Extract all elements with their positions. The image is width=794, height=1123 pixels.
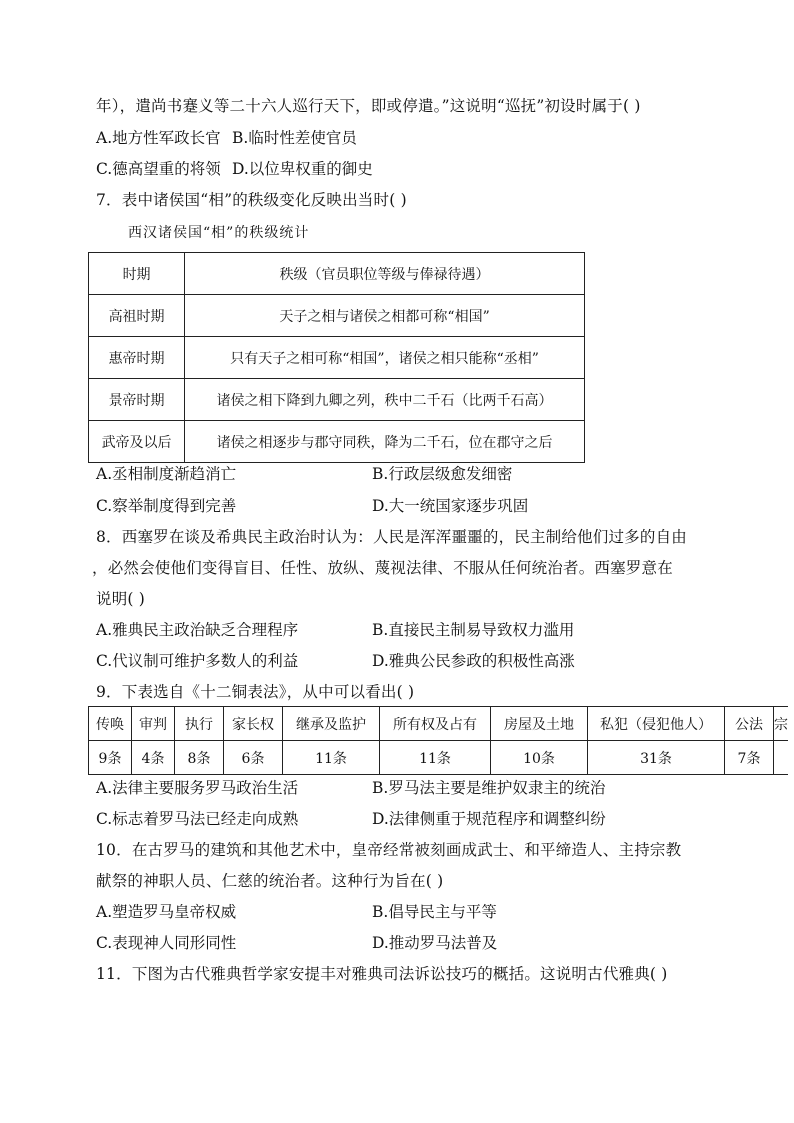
q7-option-d: D.大一统国家逐步巩固 <box>372 497 529 515</box>
table-row <box>89 741 789 775</box>
table-cell: 6条 <box>224 741 283 775</box>
q7-stem: 7．表中诸侯国“相”的秩级变化反映出当时( ) <box>96 191 407 209</box>
table-cell: 7条 <box>725 741 774 775</box>
table-cell: 高祖时期 <box>89 295 185 337</box>
table-header-cell: 房屋及土地 <box>491 707 588 741</box>
table-header-cell: 公法 <box>725 707 774 741</box>
table-cell: 8条 <box>175 741 224 775</box>
q7-table-caption: 西汉诸侯国“相”的秩级统计 <box>128 225 310 241</box>
q8-option-d: D.雅典公民参政的积极性高涨 <box>372 652 575 670</box>
q6-option-c: C.德高望重的将领 <box>96 160 221 178</box>
q9-stem: 9．下表选自《十二铜表法》，从中可以看出( ) <box>96 683 415 701</box>
table-cell: 9条 <box>89 741 132 775</box>
q8-option-a: A.雅典民主政治缺乏合理程序 <box>96 621 299 639</box>
q9-option-d: D.法律侧重于规范程序和调整纠纷 <box>372 810 606 828</box>
table-cell: 诸侯之相逐步与郡守同秩，降为二千石，位在郡守之后 <box>185 421 585 463</box>
table-cell: 11条 <box>283 741 380 775</box>
table-header-cell: 继承及监护 <box>283 707 380 741</box>
q8-stem-line-3: 说明( ) <box>96 590 146 608</box>
q6-option-a: A.地方性军政长官 <box>96 129 221 147</box>
table-cell: 10条 <box>491 741 588 775</box>
table-row <box>89 421 585 463</box>
q6-option-b: B.临时性差使官员 <box>232 129 357 147</box>
table-header-cell: 审判 <box>132 707 175 741</box>
q9-option-c: C.标志着罗马法已经走向成熟 <box>96 810 299 828</box>
q9-option-b: B.罗马法主要是维护奴隶主的统治 <box>372 779 606 797</box>
table-cell <box>774 741 789 775</box>
q8-option-c: C.代议制可维护多数人的利益 <box>96 652 299 670</box>
table-cell: 31条 <box>588 741 725 775</box>
table-header-cell: 宗 <box>774 707 789 741</box>
table-header-cell: 传唤 <box>89 707 132 741</box>
table-cell: 4条 <box>132 741 175 775</box>
q10-stem-line-2: 献祭的神职人员、仁慈的统治者。这种行为旨在( ) <box>96 872 444 890</box>
table-cell: 诸侯之相下降到九卿之列，秩中二千石（比两千石高） <box>185 379 585 421</box>
q10-stem-line-1: 10．在古罗马的建筑和其他艺术中，皇帝经常被刻画成武士、和平缔造人、主持宗教 <box>96 841 682 859</box>
table-header-cell: 家长权 <box>224 707 283 741</box>
q8-stem-line-2: ，必然会使他们变得盲目、任性、放纵、蔑视法律、不服从任何统治者。西塞罗意在 <box>92 559 673 577</box>
table-header-cell: 所有权及占有 <box>380 707 491 741</box>
table-header-row <box>89 707 789 741</box>
q10-option-d: D.推动罗马法普及 <box>372 934 498 952</box>
q7-option-b: B.行政层级愈发细密 <box>372 465 513 483</box>
table-row <box>89 295 585 337</box>
q10-option-a: A.塑造罗马皇帝权威 <box>96 903 237 921</box>
q6-option-d: D.以位卑权重的御史 <box>232 160 373 178</box>
table-cell: 只有天子之相可称“相国”，诸侯之相只能称“丞相” <box>185 337 585 379</box>
q7-option-c: C.察举制度得到完善 <box>96 497 237 515</box>
table-header-row <box>89 253 585 295</box>
q9-option-a: A.法律主要服务罗马政治生活 <box>96 779 299 797</box>
q8-option-b: B.直接民主制易导致权力滥用 <box>372 621 575 639</box>
table-header-cell: 私犯（侵犯他人） <box>588 707 725 741</box>
table-cell: 惠帝时期 <box>89 337 185 379</box>
q7-rank-table <box>88 252 585 463</box>
q6-stem-continuation: 年），遣尚书蹇义等二十六人巡行天下，即或停遣。”这说明“巡抚”初设时属于( ) <box>96 97 641 115</box>
q7-option-a: A.丞相制度渐趋消亡 <box>96 465 237 483</box>
table-cell: 11条 <box>380 741 491 775</box>
table-header-cell: 执行 <box>175 707 224 741</box>
table-row <box>89 337 585 379</box>
table-cell: 景帝时期 <box>89 379 185 421</box>
table-cell: 武帝及以后 <box>89 421 185 463</box>
table-header-cell: 秩级（官员职位等级与俸禄待遇） <box>185 253 585 295</box>
q11-stem: 11．下图为古代雅典哲学家安提丰对雅典司法诉讼技巧的概括。这说明古代雅典( ) <box>96 965 668 983</box>
table-cell: 天子之相与诸侯之相都可称“相国” <box>185 295 585 337</box>
table-row <box>89 379 585 421</box>
q8-stem-line-1: 8．西塞罗在谈及希典民主政治时认为：人民是浑浑噩噩的，民主制给他们过多的自由 <box>96 528 687 546</box>
q9-law-table <box>88 706 788 775</box>
q10-option-b: B.倡导民主与平等 <box>372 903 497 921</box>
q10-option-c: C.表现神人同形同性 <box>96 934 237 952</box>
table-header-cell: 时期 <box>89 253 185 295</box>
